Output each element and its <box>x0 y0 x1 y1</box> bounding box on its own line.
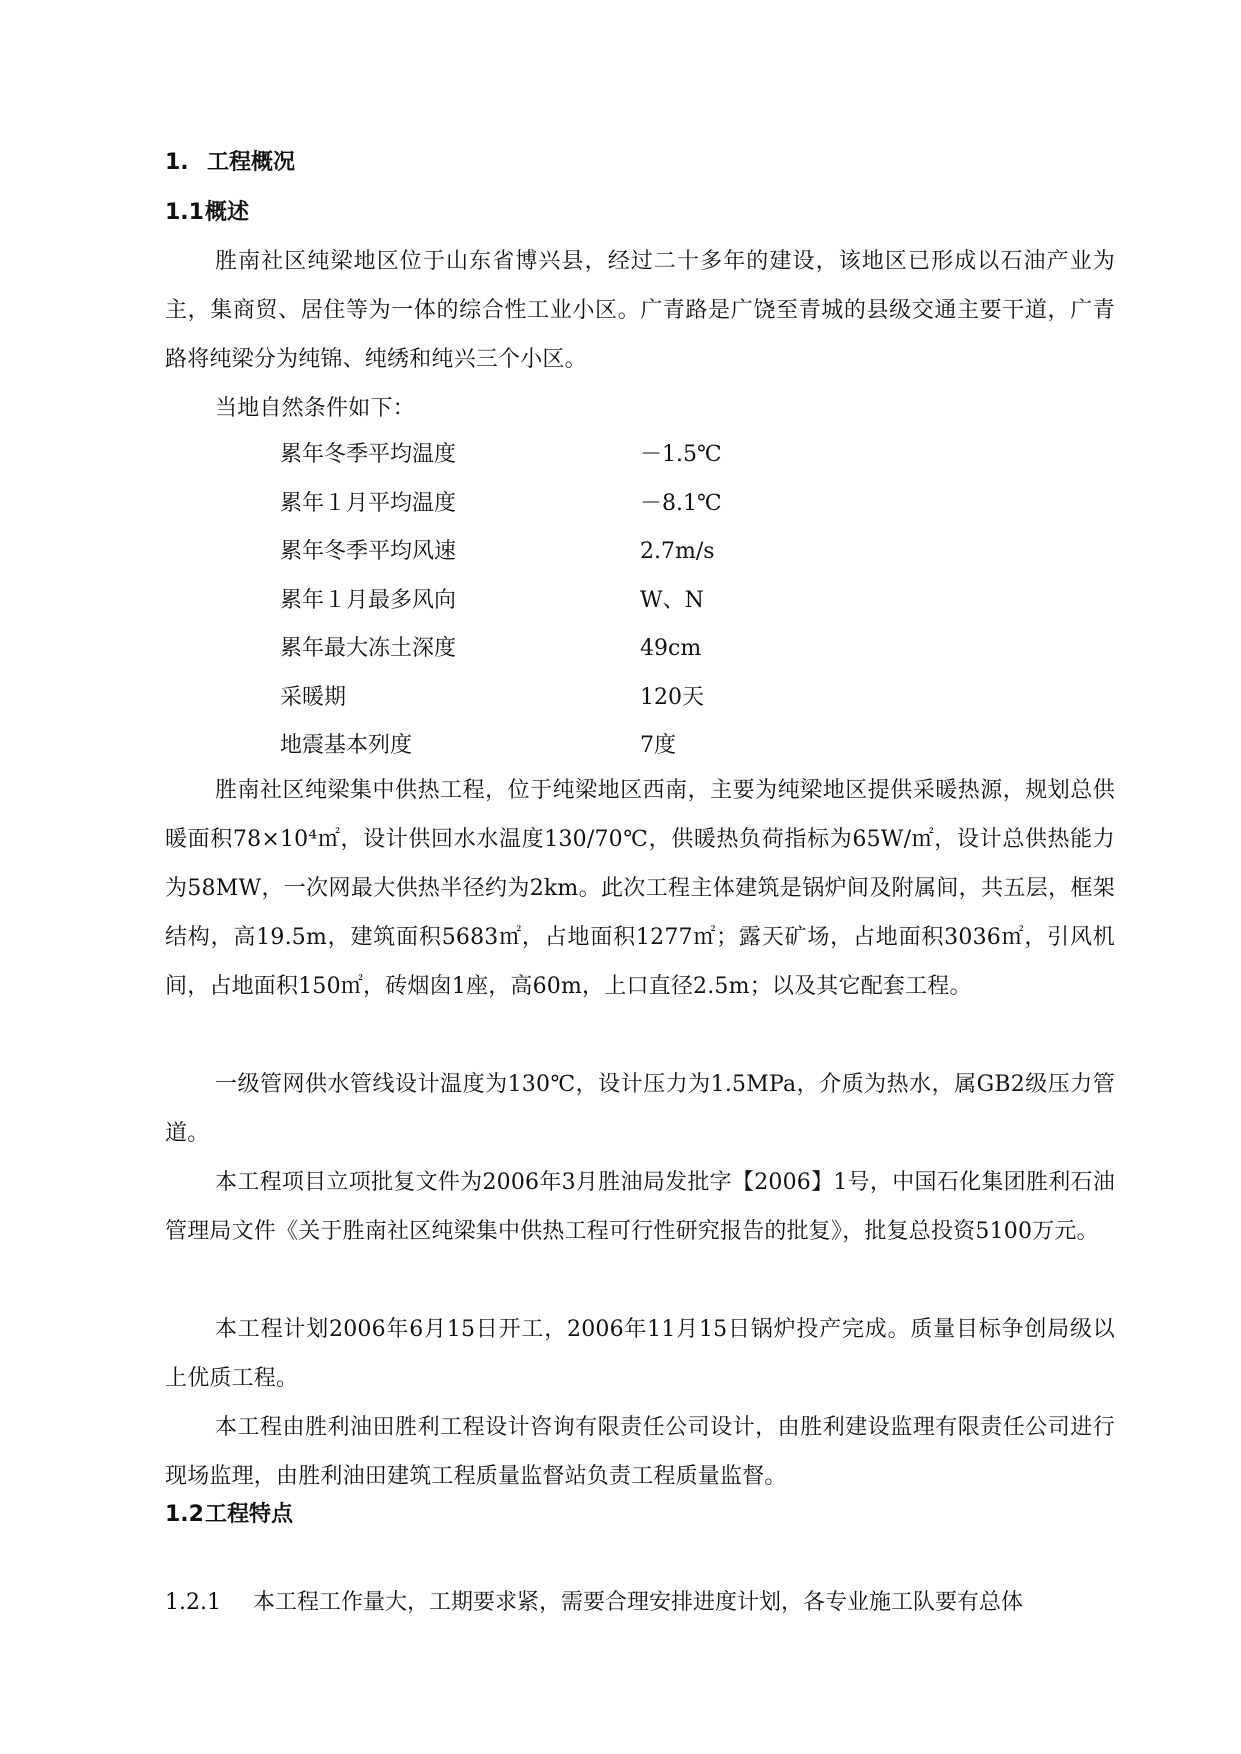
paragraph-pipeline: 一级管网供水管线设计温度为130℃，设计压力为1.5MPa，介质为热水，属GB2级压力管道。 <box>165 1072 1115 1146</box>
climate-row <box>280 528 880 577</box>
paragraph-schedule: 本工程计划2006年6月15日开工，2006年11月15日锅炉投产完成。质量目标争创局级以上优质工程。 <box>165 1317 1115 1391</box>
climate-label: 采暖期 <box>280 684 347 710</box>
climate-label: 累年冬季平均风速 <box>280 539 457 564</box>
section-heading-1 <box>165 148 295 178</box>
item-number: 1.2.1 <box>165 1590 221 1615</box>
climate-row <box>280 577 880 626</box>
climate-label: 累年１月最多风向 <box>280 587 457 613</box>
climate-row <box>280 480 880 529</box>
item-text: 本工程工作量大，工期要求紧，需要合理安排进度计划，各专业施工队要有总体 <box>253 1590 1024 1615</box>
section-title: 概述 <box>205 200 250 225</box>
climate-row <box>280 674 880 723</box>
climate-value: 49cm <box>640 636 702 661</box>
section-title: 工程特点 <box>205 1502 294 1527</box>
climate-row <box>280 625 880 674</box>
climate-value: W、N <box>640 587 704 613</box>
item-1-2-1 <box>165 1588 1115 1618</box>
section-number: 1. <box>165 150 189 175</box>
section-heading-1-1 <box>165 198 249 228</box>
climate-value: －1.5℃ <box>640 442 722 467</box>
paragraph-parties: 本工程由胜利油田胜利工程设计咨询有限责任公司设计，由胜利建设监理有限责任公司进行现场监理，由胜利油田建筑工程质量监督站负责工程质量监督。 <box>165 1415 1115 1489</box>
climate-value: 120天 <box>640 684 704 710</box>
paragraph-overview: 胜南社区纯梁地区位于山东省博兴县，经过二十多年的建设，该地区已形成以石油产业为主，集商贸、居住等为一体的综合性工业小区。广青路是广饶至青城的县级交通主要干道，广青路将纯梁分为纯锦、纯绣和纯兴三个小区。 <box>165 249 1115 372</box>
section-title: 工程概况 <box>207 150 296 175</box>
climate-label: 累年最大冻土深度 <box>280 636 457 661</box>
climate-label: 累年１月平均温度 <box>280 490 457 516</box>
paragraph-project-description: 胜南社区纯梁集中供热工程，位于纯梁地区西南，主要为纯梁地区提供采暖热源，规划总供暖面积78×10⁴㎡，设计供回水水温度130/70℃，供暖热负荷指标为65W/㎡，设计总供热能力为58MW，一次网最大供热半径约为2km。此次工程主体建筑是锅炉间及附属间，共五层，框架结构，高19.5m，建筑面积5683㎡，占地面积1277㎡；露天矿场，占地面积3036㎡，引风机间，占地面积150㎡，砖烟囱1座，高60m，上口直径2.5m；以及其它配套工程。 <box>165 778 1115 999</box>
paragraph-natural-conditions-intro: 当地自然条件如下： <box>215 396 415 421</box>
climate-value: －8.1℃ <box>640 490 722 516</box>
paragraph-approval: 本工程项目立项批复文件为2006年3月胜油局发批字【2006】1号，中国石化集团胜利石油管理局文件《关于胜南社区纯梁集中供热工程可行性研究报告的批复》，批复总投资5100万元。 <box>165 1170 1115 1244</box>
climate-list <box>280 431 880 771</box>
climate-label: 地震基本列度 <box>280 733 413 758</box>
climate-label: 累年冬季平均温度 <box>280 442 457 467</box>
climate-row <box>280 431 880 480</box>
climate-row <box>280 722 880 771</box>
section-number: 1.1 <box>165 200 204 225</box>
climate-value: 2.7m/s <box>640 539 715 564</box>
climate-value: 7度 <box>640 733 676 758</box>
section-number: 1.2 <box>165 1502 204 1527</box>
section-heading-1-2 <box>165 1500 293 1530</box>
